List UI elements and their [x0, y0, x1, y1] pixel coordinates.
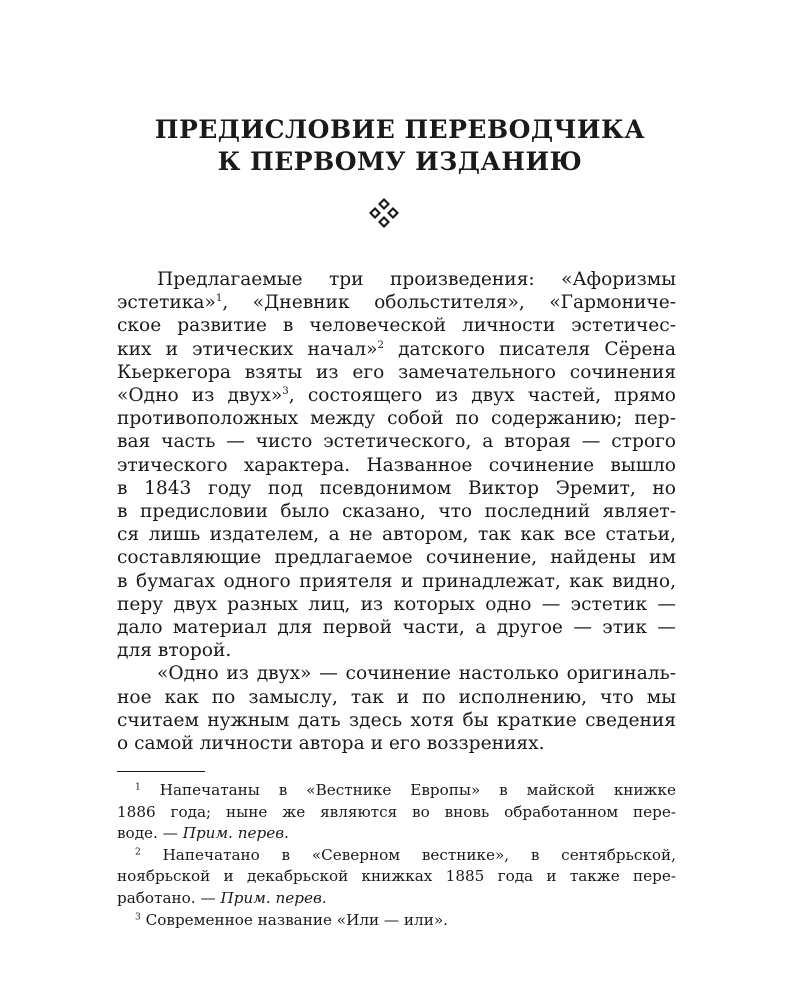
footnote-2-line: работано. — Прим. перев.: [117, 888, 327, 907]
footnote-ref-3: 3: [282, 385, 289, 397]
preface-body: [117, 268, 676, 755]
paragraph-line: в бумагах одного приятеля и принадлежат, как видно,: [117, 570, 676, 592]
paragraph-line: в предисловии было сказано, что последний являет-: [117, 501, 676, 523]
paragraph-line: эстетика»$^1$, «Дневник обольстителя», «Гармониче-: [117, 292, 676, 314]
paragraph-line: составляющие предлагаемое сочинение, найдены им: [117, 547, 676, 569]
footnote-3: $^3$ Современное название «Или — или».: [135, 910, 448, 929]
paragraph-line: «Одно из двух»$^3$, состоящего из двух частей, прямо: [117, 385, 676, 407]
paragraph-line: ное как по замыслу, так и по исполнению, что мы: [117, 686, 676, 708]
paragraph-line: ся лишь издателем, а не автором, так как все статьи,: [117, 524, 676, 546]
footnote-1: $^1$ Напечатаны в «Вестнике Европы» в майской книжке: [135, 781, 677, 799]
paragraph-line: Предлагаемые три произведения: «Афоризмы: [157, 269, 676, 290]
paragraph-line: для второй.: [117, 640, 232, 662]
footnote-1-line: 1886 года; ныне же являются во вновь обработанном пере-: [117, 802, 676, 821]
footnote-separator: [117, 771, 205, 772]
four-diamond-ornament-icon: [367, 198, 401, 228]
paragraph-line: перу двух разных лиц, из которых одно — эстетик —: [117, 593, 676, 615]
footnote-ref-1: 1: [215, 293, 223, 305]
footnote-1-line: воде. — Прим. перев.: [117, 824, 289, 843]
paragraph-line: «Одно из двух» — сочинение настолько оригиналь-: [157, 663, 676, 685]
paragraph-line: вая часть — чисто эстетического, а вторая — строго: [117, 431, 676, 453]
paragraph-line: считаем нужным дать здесь хотя бы краткие сведения: [117, 709, 676, 731]
paragraph-line: противоположных между собой по содержанию; пер-: [117, 408, 676, 430]
paragraph-line: о самой личности автора и его воззрениях.: [117, 733, 545, 755]
title-line-2: К ПЕРВОМУ ИЗДАНИЮ: [217, 147, 583, 176]
paragraph-line: ких и этических начал»$^2$ датского писателя Сёрена: [117, 338, 676, 360]
paragraph-line: этического характера. Названное сочинение вышло: [117, 454, 676, 476]
paragraph-line: ское развитие в человеческой личности эстетичес-: [117, 315, 676, 337]
paragraph-line: в 1843 году под псевдонимом Виктор Эремит, но: [117, 477, 676, 499]
footnote-2-line: ноябрьской и декабрьской книжках 1885 года и также пере-: [117, 867, 676, 886]
title-line-1: ПРЕДИСЛОВИЕ ПЕРЕВОДЧИКА: [154, 115, 646, 144]
page-title: [80, 114, 720, 178]
paragraph-line: Кьеркегора взяты из его замечательного сочинения: [117, 361, 676, 383]
paragraph-line: дало материал для первой части, а другое — этик —: [117, 617, 676, 639]
footnote-ref-2: 2: [377, 339, 385, 351]
footnote-2: $^2$ Напечатано в «Северном вестнике», в сентябрьской,: [135, 845, 677, 864]
footnotes: [117, 780, 676, 931]
